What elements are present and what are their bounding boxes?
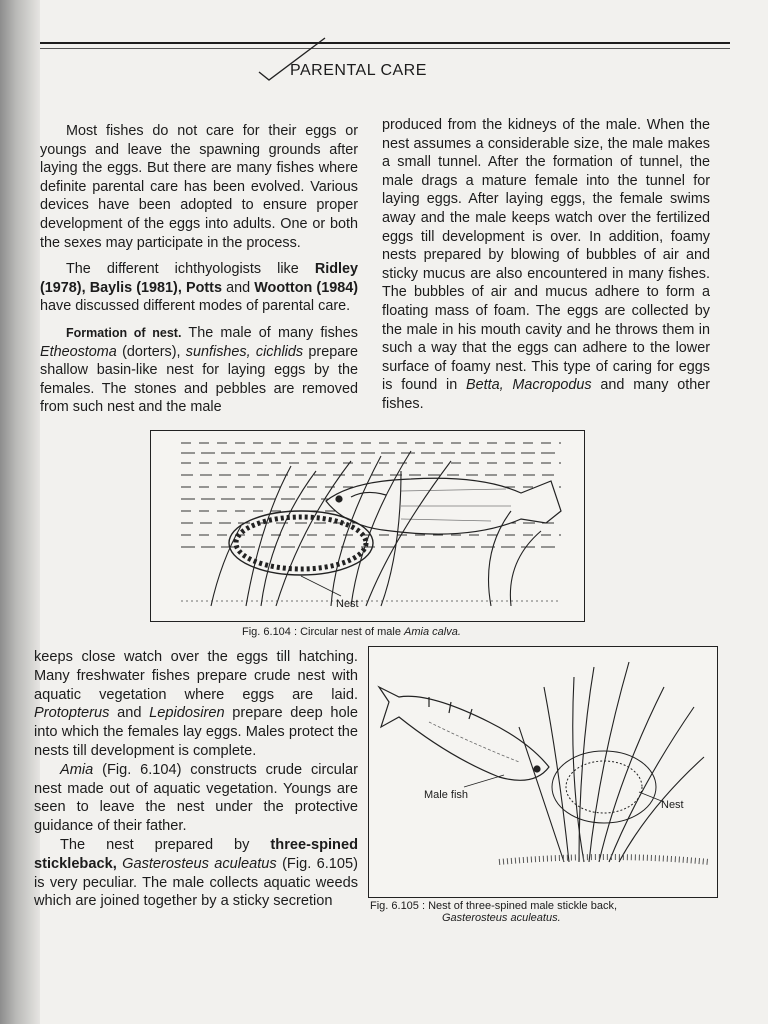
author-baylis: Baylis (1981),	[89, 279, 182, 296]
text-span: produced from the kidneys of the male. When the nest assumes a considerable size, the male makes a small tunnel. After the formation of tunnel, the male drags a mature female into the tunnel for laying eggs. After laying eggs, the female swims away and the male keeps watch over the fertilized eggs till development is over. In addition, foamy nests prepared by blowing of bubbles of air and sticky mucus are also encountered in many fishes. The bubbles of air and mucus adhere to form a floating mass of foam. The eggs are collected by the male in his mouth cavity and he throws them in such a way that the eggs can adhere to the lower surface of foamy nest. This type of caring for eggs is found in	[382, 117, 710, 394]
lower-left-column	[34, 648, 358, 911]
text-span: The different ichthyologists like	[66, 261, 299, 278]
paragraph-stickleback	[34, 836, 358, 911]
author-wootton: Wootton (1984)	[254, 279, 359, 296]
text-span: (Fig. 6.104) constructs crude circular nest made out of aquatic vegetation. Youngs are seen to leave the nest under the protective guidance of their father.	[34, 761, 358, 835]
caption-fig-6-104	[242, 626, 461, 638]
paragraph-amia	[34, 761, 358, 836]
species-gasterosteus: Gasterosteus aculeatus	[122, 855, 277, 872]
paragraph-hatching	[34, 648, 358, 761]
figure-amia-nest	[150, 430, 585, 622]
species-betta: Betta, Macropodus	[466, 377, 592, 394]
paragraph-ichthyologists	[40, 260, 358, 316]
species-lepidosiren: Lepidosiren	[149, 705, 225, 722]
text-span: and	[117, 705, 142, 722]
caption-text: Fig. 6.104 : Circular nest of male	[242, 626, 401, 638]
header-rule	[40, 42, 730, 44]
section-title: Formation of nest.	[66, 325, 182, 340]
species-sunfish: sunfishes, cichlids	[185, 343, 304, 360]
figure-stickleback-nest	[368, 646, 718, 898]
amia-nest-illustration	[151, 431, 584, 621]
text-span: prepare shallow basin-like nest for laying eggs by the females. The stones and pebbles are removed from such nest and the male	[40, 343, 359, 416]
label-male-fish: Male fish	[424, 789, 469, 801]
header-rule-thin	[40, 48, 730, 49]
label-nest-fig2: Nest	[661, 799, 684, 811]
species-amia: Amia	[60, 761, 94, 778]
text-span: and	[226, 279, 251, 296]
sand-bed	[499, 857, 709, 862]
stickleback-nest-illustration	[369, 647, 717, 897]
text-span: and many other fishes.	[382, 377, 711, 412]
text-span: have discussed different modes of parental care.	[40, 298, 351, 315]
text-span: (dorters),	[122, 343, 181, 360]
label-nest: Nest	[336, 598, 359, 610]
text-span: (Fig. 6.105) is very peculiar. The male collects aquatic weeds which are joined together by a sticky secretion	[34, 855, 358, 910]
caption-fig-6-105	[370, 900, 720, 924]
author-potts: Potts	[185, 279, 222, 296]
text-span: prepare deep hole into which the females lay eggs. Males protect the nests till development is complete.	[34, 705, 358, 759]
species-protopterus: Protopterus	[34, 705, 110, 722]
paragraph-formation-of-nest	[40, 324, 358, 417]
paragraph-intro: Most fishes do not care for their eggs or youngs and leave the spawning grounds after laying the eggs. But there are many fishes where definite parental care has been evolved. Various devices have been adopted to ensure proper development of the eggs into adults. One or both the sexes may participate in the process.	[40, 123, 358, 251]
caption-species: Amia calva.	[404, 626, 461, 638]
stickleback-term: three-spined stickleback,	[34, 836, 358, 872]
weed-blades	[519, 662, 704, 862]
text-span: The male of many fishes	[188, 324, 359, 341]
text-span: The nest prepared by	[60, 836, 250, 853]
paragraph-tunnel	[382, 116, 710, 414]
male-stickleback	[379, 687, 549, 780]
caption-text: Fig. 6.105 : Nest of three-spined male stickle back,	[370, 900, 618, 912]
left-column	[40, 122, 358, 417]
right-column	[382, 116, 710, 414]
species-etheostoma: Etheostoma	[40, 343, 117, 360]
page-heading: PARENTAL CARE	[290, 62, 427, 79]
text-span: keeps close watch over the eggs till hatching. Many freshwater fishes prepare crude nest with aquatic vegetation where eggs are laid.	[34, 649, 358, 703]
author-ridley: Ridley (1978),	[40, 261, 358, 296]
caption-species: Gasterosteus aculeatus.	[442, 912, 561, 924]
